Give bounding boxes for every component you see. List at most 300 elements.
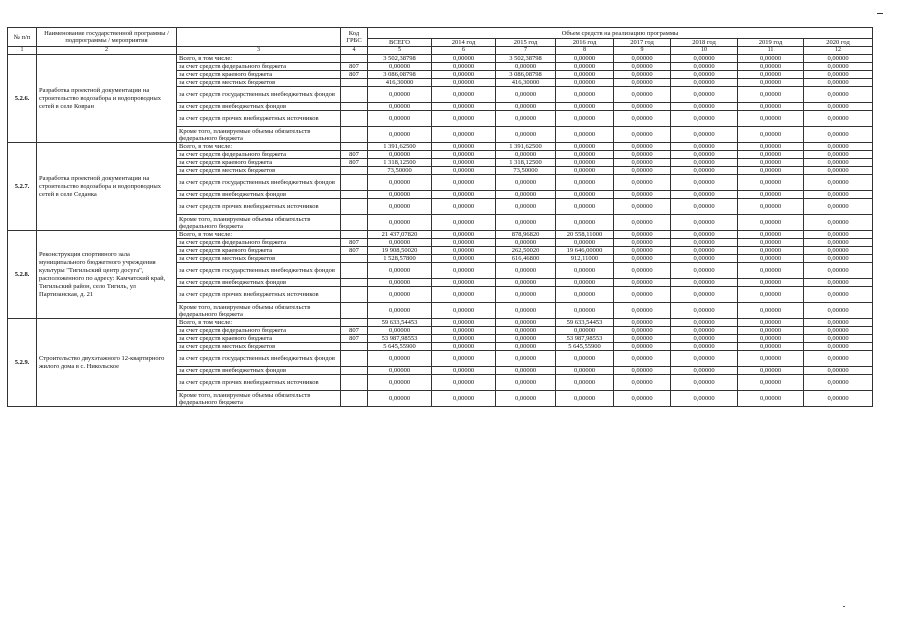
total-value: 3 502,38798 bbox=[368, 55, 432, 63]
year-value: 0,00000 bbox=[614, 167, 671, 175]
total-value: 1 528,57800 bbox=[368, 255, 432, 263]
year-value: 0,00000 bbox=[738, 255, 804, 263]
year-value: 0,00000 bbox=[614, 143, 671, 151]
column-number: 6 bbox=[432, 47, 496, 55]
year-value: 0,00000 bbox=[556, 375, 614, 391]
year-value: 0,00000 bbox=[738, 279, 804, 287]
year-value: 0,00000 bbox=[556, 327, 614, 335]
total-value: 0,00000 bbox=[368, 127, 432, 143]
year-value: 0,00000 bbox=[556, 143, 614, 151]
year-value: 0,00000 bbox=[738, 343, 804, 351]
section-number: 5.2.6. bbox=[8, 55, 37, 143]
header-name: Наименование государственной программы / подпрограммы / мероприятия bbox=[37, 28, 177, 47]
year-value: 0,00000 bbox=[556, 199, 614, 215]
year-value: 0,00000 bbox=[614, 335, 671, 343]
year-value: 0,00000 bbox=[556, 239, 614, 247]
total-value: 0,00000 bbox=[368, 263, 432, 279]
year-value: 616,46800 bbox=[496, 255, 556, 263]
total-value: 0,00000 bbox=[368, 151, 432, 159]
total-value: 0,00000 bbox=[368, 375, 432, 391]
source-label: за счет средств местных бюджетов bbox=[177, 255, 341, 263]
year-value: 0,00000 bbox=[738, 151, 804, 159]
grbs-code bbox=[341, 111, 368, 127]
year-value: 878,96820 bbox=[496, 231, 556, 239]
year-value: 0,00000 bbox=[496, 327, 556, 335]
source-label: за счет средств федерального бюджета bbox=[177, 63, 341, 71]
year-value: 0,00000 bbox=[738, 215, 804, 231]
year-value: 3 502,38798 bbox=[496, 55, 556, 63]
year-value: 0,00000 bbox=[556, 279, 614, 287]
year-value: 912,11000 bbox=[556, 255, 614, 263]
year-value: 0,00000 bbox=[614, 215, 671, 231]
year-value: 0,00000 bbox=[496, 263, 556, 279]
grbs-code: 807 bbox=[341, 335, 368, 343]
year-value: 0,00000 bbox=[556, 263, 614, 279]
source-label: Всего, в том числе: bbox=[177, 231, 341, 239]
total-value: 0,00000 bbox=[368, 391, 432, 407]
table-row bbox=[8, 319, 873, 327]
year-value: 0,00000 bbox=[614, 239, 671, 247]
year-value: 0,00000 bbox=[671, 55, 738, 63]
year-value: 0,00000 bbox=[738, 167, 804, 175]
year-value: 0,00000 bbox=[804, 111, 873, 127]
year-value: 0,00000 bbox=[432, 71, 496, 79]
source-label: за счет средств местных бюджетов bbox=[177, 343, 341, 351]
year-value: 0,00000 bbox=[432, 55, 496, 63]
year-value: 0,00000 bbox=[738, 247, 804, 255]
year-value: 0,00000 bbox=[614, 79, 671, 87]
year-value: 0,00000 bbox=[738, 159, 804, 167]
year-value: 0,00000 bbox=[432, 279, 496, 287]
source-label: за счет средств государственных внебюджетных фондов bbox=[177, 87, 341, 103]
total-value: 0,00000 bbox=[368, 327, 432, 335]
year-value: 0,00000 bbox=[496, 87, 556, 103]
total-value: 21 437,07820 bbox=[368, 231, 432, 239]
year-value: 0,00000 bbox=[671, 215, 738, 231]
year-value: 0,00000 bbox=[614, 279, 671, 287]
year-value: 0,00000 bbox=[671, 79, 738, 87]
grbs-code bbox=[341, 375, 368, 391]
page-mark bbox=[877, 13, 883, 14]
year-value: 0,00000 bbox=[738, 71, 804, 79]
year-value: 0,00000 bbox=[432, 239, 496, 247]
source-label: за счет средств внебюджетных фондов bbox=[177, 191, 341, 199]
source-label: за счет средств внебюджетных фондов bbox=[177, 103, 341, 111]
year-value: 0,00000 bbox=[614, 327, 671, 335]
source-label: за счет средств местных бюджетов bbox=[177, 167, 341, 175]
year-value: 0,00000 bbox=[432, 79, 496, 87]
year-value: 5 645,55900 bbox=[556, 343, 614, 351]
year-value: 0,00000 bbox=[804, 391, 873, 407]
year-value: 0,00000 bbox=[671, 343, 738, 351]
source-label: Всего, в том числе: bbox=[177, 143, 341, 151]
column-number: 3 bbox=[177, 47, 341, 55]
year-value: 0,00000 bbox=[432, 255, 496, 263]
total-value: 0,00000 bbox=[368, 287, 432, 303]
year-value: 0,00000 bbox=[671, 279, 738, 287]
total-value: 3 086,08798 bbox=[368, 71, 432, 79]
year-value: 0,00000 bbox=[671, 167, 738, 175]
year-value: 0,00000 bbox=[804, 263, 873, 279]
year-value: 0,00000 bbox=[671, 63, 738, 71]
year-value: 0,00000 bbox=[496, 175, 556, 191]
year-value: 0,00000 bbox=[556, 167, 614, 175]
year-value: 0,00000 bbox=[614, 55, 671, 63]
total-value: 5 645,55900 bbox=[368, 343, 432, 351]
grbs-code bbox=[341, 231, 368, 239]
source-label: за счет средств прочих внебюджетных источников bbox=[177, 199, 341, 215]
column-number: 11 bbox=[738, 47, 804, 55]
year-value: 0,00000 bbox=[556, 287, 614, 303]
grbs-code bbox=[341, 287, 368, 303]
grbs-code bbox=[341, 279, 368, 287]
source-label: за счет средств прочих внебюджетных источников bbox=[177, 287, 341, 303]
header-empty bbox=[177, 28, 341, 47]
year-value: 0,00000 bbox=[432, 87, 496, 103]
grbs-code bbox=[341, 103, 368, 111]
year-value: 0,00000 bbox=[804, 375, 873, 391]
year-value: 0,00000 bbox=[738, 319, 804, 327]
year-value: 0,00000 bbox=[496, 343, 556, 351]
year-value: 0,00000 bbox=[556, 71, 614, 79]
grbs-code bbox=[341, 199, 368, 215]
year-value: 0,00000 bbox=[614, 367, 671, 375]
source-label: за счет средств внебюджетных фондов bbox=[177, 367, 341, 375]
year-value: 0,00000 bbox=[496, 351, 556, 367]
year-value: 0,00000 bbox=[804, 103, 873, 111]
grbs-code bbox=[341, 367, 368, 375]
year-value: 0,00000 bbox=[738, 199, 804, 215]
column-number: 8 bbox=[556, 47, 614, 55]
year-value: 0,00000 bbox=[556, 351, 614, 367]
header-code: Код ГРБС bbox=[341, 28, 368, 47]
year-value: 0,00000 bbox=[804, 247, 873, 255]
year-value: 0,00000 bbox=[738, 351, 804, 367]
year-value: 0,00000 bbox=[738, 55, 804, 63]
year-value: 0,00000 bbox=[432, 391, 496, 407]
year-value: 0,00000 bbox=[804, 71, 873, 79]
year-value: 0,00000 bbox=[738, 175, 804, 191]
year-value: 0,00000 bbox=[556, 159, 614, 167]
year-value: 0,00000 bbox=[432, 327, 496, 335]
year-value: 0,00000 bbox=[556, 103, 614, 111]
source-label: Кроме того, планируемые объемы обязательств федерального бюджета bbox=[177, 303, 341, 319]
year-value: 0,00000 bbox=[496, 367, 556, 375]
column-number: 10 bbox=[671, 47, 738, 55]
year-value: 0,00000 bbox=[614, 375, 671, 391]
grbs-code bbox=[341, 391, 368, 407]
year-value: 0,00000 bbox=[432, 319, 496, 327]
year-value: 0,00000 bbox=[614, 111, 671, 127]
grbs-code: 807 bbox=[341, 151, 368, 159]
year-value: 0,00000 bbox=[556, 303, 614, 319]
year-value: 0,00000 bbox=[804, 159, 873, 167]
year-value: 0,00000 bbox=[804, 175, 873, 191]
year-value: 0,00000 bbox=[496, 375, 556, 391]
source-label: за счет средств краевого бюджета bbox=[177, 247, 341, 255]
year-value: 0,00000 bbox=[432, 175, 496, 191]
grbs-code: 807 bbox=[341, 71, 368, 79]
source-label: Кроме того, планируемые объемы обязательств федерального бюджета bbox=[177, 215, 341, 231]
total-value: 0,00000 bbox=[368, 367, 432, 375]
table-row bbox=[8, 231, 873, 239]
grbs-code bbox=[341, 215, 368, 231]
year-value: 0,00000 bbox=[804, 343, 873, 351]
source-label: за счет средств федерального бюджета bbox=[177, 239, 341, 247]
year-value: 0,00000 bbox=[804, 191, 873, 199]
total-value: 0,00000 bbox=[368, 191, 432, 199]
source-label: Всего, в том числе: bbox=[177, 319, 341, 327]
year-value: 0,00000 bbox=[496, 215, 556, 231]
total-value: 0,00000 bbox=[368, 279, 432, 287]
year-value: 0,00000 bbox=[432, 303, 496, 319]
header-year: 2014 год bbox=[432, 39, 496, 47]
total-value: 1 318,12500 bbox=[368, 159, 432, 167]
year-value: 0,00000 bbox=[671, 127, 738, 143]
year-value: 0,00000 bbox=[671, 143, 738, 151]
year-value: 0,00000 bbox=[432, 231, 496, 239]
year-value: 262,50020 bbox=[496, 247, 556, 255]
year-value: 0,00000 bbox=[614, 191, 671, 199]
year-value: 416,30000 bbox=[496, 79, 556, 87]
grbs-code bbox=[341, 167, 368, 175]
grbs-code bbox=[341, 143, 368, 151]
grbs-code bbox=[341, 127, 368, 143]
year-value: 0,00000 bbox=[432, 143, 496, 151]
year-value: 0,00000 bbox=[614, 175, 671, 191]
column-number: 4 bbox=[341, 47, 368, 55]
year-value: 3 086,08798 bbox=[496, 71, 556, 79]
year-value: 0,00000 bbox=[738, 143, 804, 151]
year-value: 0,00000 bbox=[671, 327, 738, 335]
year-value: 0,00000 bbox=[804, 55, 873, 63]
year-value: 0,00000 bbox=[614, 263, 671, 279]
year-value: 0,00000 bbox=[738, 103, 804, 111]
year-value: 0,00000 bbox=[432, 247, 496, 255]
total-value: 0,00000 bbox=[368, 351, 432, 367]
year-value: 0,00000 bbox=[738, 127, 804, 143]
year-value: 0,00000 bbox=[671, 231, 738, 239]
column-number: 1 bbox=[8, 47, 37, 55]
year-value: 0,00000 bbox=[738, 79, 804, 87]
year-value: 0,00000 bbox=[671, 199, 738, 215]
year-value: 0,00000 bbox=[556, 127, 614, 143]
source-label: Кроме того, планируемые объемы обязательств федерального бюджета bbox=[177, 391, 341, 407]
year-value: 73,50000 bbox=[496, 167, 556, 175]
year-value: 0,00000 bbox=[738, 327, 804, 335]
year-value: 0,00000 bbox=[671, 367, 738, 375]
year-value: 0,00000 bbox=[556, 87, 614, 103]
year-value: 0,00000 bbox=[804, 335, 873, 343]
year-value: 0,00000 bbox=[671, 255, 738, 263]
grbs-code bbox=[341, 263, 368, 279]
total-value: 59 633,54453 bbox=[368, 319, 432, 327]
year-value: 0,00000 bbox=[496, 335, 556, 343]
year-value: 0,00000 bbox=[614, 247, 671, 255]
year-value: 20 558,11000 bbox=[556, 231, 614, 239]
year-value: 0,00000 bbox=[671, 159, 738, 167]
year-value: 0,00000 bbox=[556, 175, 614, 191]
year-value: 0,00000 bbox=[804, 327, 873, 335]
year-value: 0,00000 bbox=[804, 239, 873, 247]
section-name: Разработка проектной документации на строительство водозабора и водопроводных сетей в селе Ковран bbox=[37, 55, 177, 143]
year-value: 19 646,00000 bbox=[556, 247, 614, 255]
year-value: 0,00000 bbox=[804, 199, 873, 215]
header-no: № п/п bbox=[8, 28, 37, 47]
year-value: 0,00000 bbox=[804, 319, 873, 327]
year-value: 0,00000 bbox=[614, 199, 671, 215]
grbs-code: 807 bbox=[341, 159, 368, 167]
year-value: 0,00000 bbox=[804, 143, 873, 151]
source-label: за счет средств государственных внебюджетных фондов bbox=[177, 263, 341, 279]
year-value: 0,00000 bbox=[556, 367, 614, 375]
total-value: 0,00000 bbox=[368, 175, 432, 191]
year-value: 0,00000 bbox=[614, 303, 671, 319]
source-label: за счет средств государственных внебюджетных фондов bbox=[177, 175, 341, 191]
source-label: за счет средств федерального бюджета bbox=[177, 151, 341, 159]
section-name: Разработка проектной документации на строительство водозабора и водопроводных сетей в селе Седанка bbox=[37, 143, 177, 231]
year-value: 0,00000 bbox=[614, 103, 671, 111]
header-total: ВСЕГО bbox=[368, 39, 432, 47]
year-value: 0,00000 bbox=[671, 263, 738, 279]
year-value: 0,00000 bbox=[804, 303, 873, 319]
grbs-code: 807 bbox=[341, 327, 368, 335]
year-value: 0,00000 bbox=[671, 375, 738, 391]
year-value: 0,00000 bbox=[556, 391, 614, 407]
column-number: 12 bbox=[804, 47, 873, 55]
year-value: 0,00000 bbox=[614, 351, 671, 367]
grbs-code: 807 bbox=[341, 247, 368, 255]
grbs-code bbox=[341, 191, 368, 199]
source-label: за счет средств прочих внебюджетных источников bbox=[177, 375, 341, 391]
year-value: 0,00000 bbox=[614, 255, 671, 263]
year-value: 0,00000 bbox=[432, 335, 496, 343]
header-year: 2019 год bbox=[738, 39, 804, 47]
total-value: 0,00000 bbox=[368, 215, 432, 231]
year-value: 0,00000 bbox=[671, 111, 738, 127]
budget-table bbox=[7, 27, 873, 407]
year-value: 0,00000 bbox=[738, 87, 804, 103]
year-value: 0,00000 bbox=[738, 375, 804, 391]
year-value: 0,00000 bbox=[804, 279, 873, 287]
year-value: 0,00000 bbox=[614, 151, 671, 159]
year-value: 0,00000 bbox=[671, 71, 738, 79]
year-value: 0,00000 bbox=[738, 239, 804, 247]
section-number: 5.2.9. bbox=[8, 319, 37, 407]
year-value: 0,00000 bbox=[432, 263, 496, 279]
column-number: 2 bbox=[37, 47, 177, 55]
year-value: 0,00000 bbox=[614, 71, 671, 79]
section-number: 5.2.7. bbox=[8, 143, 37, 231]
year-value: 0,00000 bbox=[432, 367, 496, 375]
year-value: 0,00000 bbox=[804, 351, 873, 367]
year-value: 0,00000 bbox=[556, 79, 614, 87]
header-volume: Объем средств на реализацию программы bbox=[368, 28, 873, 39]
header-year: 2018 год bbox=[671, 39, 738, 47]
year-value: 0,00000 bbox=[432, 287, 496, 303]
year-value: 0,00000 bbox=[432, 351, 496, 367]
year-value: 0,00000 bbox=[738, 287, 804, 303]
year-value: 0,00000 bbox=[738, 335, 804, 343]
year-value: 0,00000 bbox=[432, 215, 496, 231]
year-value: 0,00000 bbox=[496, 111, 556, 127]
year-value: 0,00000 bbox=[738, 191, 804, 199]
year-value: 1 391,62500 bbox=[496, 143, 556, 151]
year-value: 0,00000 bbox=[671, 247, 738, 255]
header-year: 2017 год bbox=[614, 39, 671, 47]
page-dot bbox=[843, 606, 845, 607]
year-value: 0,00000 bbox=[671, 103, 738, 111]
total-value: 0,00000 bbox=[368, 303, 432, 319]
year-value: 0,00000 bbox=[804, 151, 873, 159]
year-value: 0,00000 bbox=[432, 159, 496, 167]
year-value: 0,00000 bbox=[496, 103, 556, 111]
year-value: 0,00000 bbox=[614, 287, 671, 303]
source-label: за счет средств краевого бюджета bbox=[177, 159, 341, 167]
source-label: Кроме того, планируемые объемы обязательств федерального бюджета bbox=[177, 127, 341, 143]
year-value: 0,00000 bbox=[432, 127, 496, 143]
year-value: 0,00000 bbox=[738, 303, 804, 319]
total-value: 1 391,62500 bbox=[368, 143, 432, 151]
year-value: 59 633,54453 bbox=[556, 319, 614, 327]
year-value: 0,00000 bbox=[432, 63, 496, 71]
year-value: 0,00000 bbox=[804, 167, 873, 175]
grbs-code: 807 bbox=[341, 239, 368, 247]
grbs-code: 807 bbox=[341, 63, 368, 71]
total-value: 53 987,98553 bbox=[368, 335, 432, 343]
grbs-code bbox=[341, 319, 368, 327]
header-year: 2020 год bbox=[804, 39, 873, 47]
grbs-code bbox=[341, 79, 368, 87]
year-value: 0,00000 bbox=[738, 263, 804, 279]
source-label: за счет средств государственных внебюджетных фондов bbox=[177, 351, 341, 367]
year-value: 0,00000 bbox=[556, 215, 614, 231]
year-value: 0,00000 bbox=[496, 303, 556, 319]
year-value: 0,00000 bbox=[804, 79, 873, 87]
total-value: 0,00000 bbox=[368, 103, 432, 111]
year-value: 0,00000 bbox=[432, 111, 496, 127]
year-value: 0,00000 bbox=[556, 191, 614, 199]
year-value: 0,00000 bbox=[738, 111, 804, 127]
grbs-code bbox=[341, 55, 368, 63]
table-row bbox=[8, 55, 873, 63]
year-value: 0,00000 bbox=[804, 255, 873, 263]
total-value: 0,00000 bbox=[368, 63, 432, 71]
year-value: 0,00000 bbox=[738, 391, 804, 407]
year-value: 0,00000 bbox=[496, 287, 556, 303]
section-name: Строительство двухэтажного 12-квартирного жилого дома в с. Никольское bbox=[37, 319, 177, 407]
source-label: за счет средств местных бюджетов bbox=[177, 79, 341, 87]
source-label: за счет средств федерального бюджета bbox=[177, 327, 341, 335]
year-value: 0,00000 bbox=[496, 199, 556, 215]
grbs-code bbox=[341, 303, 368, 319]
year-value: 0,00000 bbox=[556, 151, 614, 159]
year-value: 0,00000 bbox=[671, 151, 738, 159]
year-value: 0,00000 bbox=[804, 63, 873, 71]
year-value: 0,00000 bbox=[804, 287, 873, 303]
total-value: 416,30000 bbox=[368, 79, 432, 87]
grbs-code bbox=[341, 175, 368, 191]
year-value: 0,00000 bbox=[671, 391, 738, 407]
column-number: 9 bbox=[614, 47, 671, 55]
year-value: 0,00000 bbox=[671, 239, 738, 247]
year-value: 0,00000 bbox=[738, 63, 804, 71]
year-value: 0,00000 bbox=[804, 367, 873, 375]
source-label: за счет средств краевого бюджета bbox=[177, 71, 341, 79]
year-value: 0,00000 bbox=[671, 87, 738, 103]
year-value: 0,00000 bbox=[432, 151, 496, 159]
year-value: 0,00000 bbox=[496, 191, 556, 199]
